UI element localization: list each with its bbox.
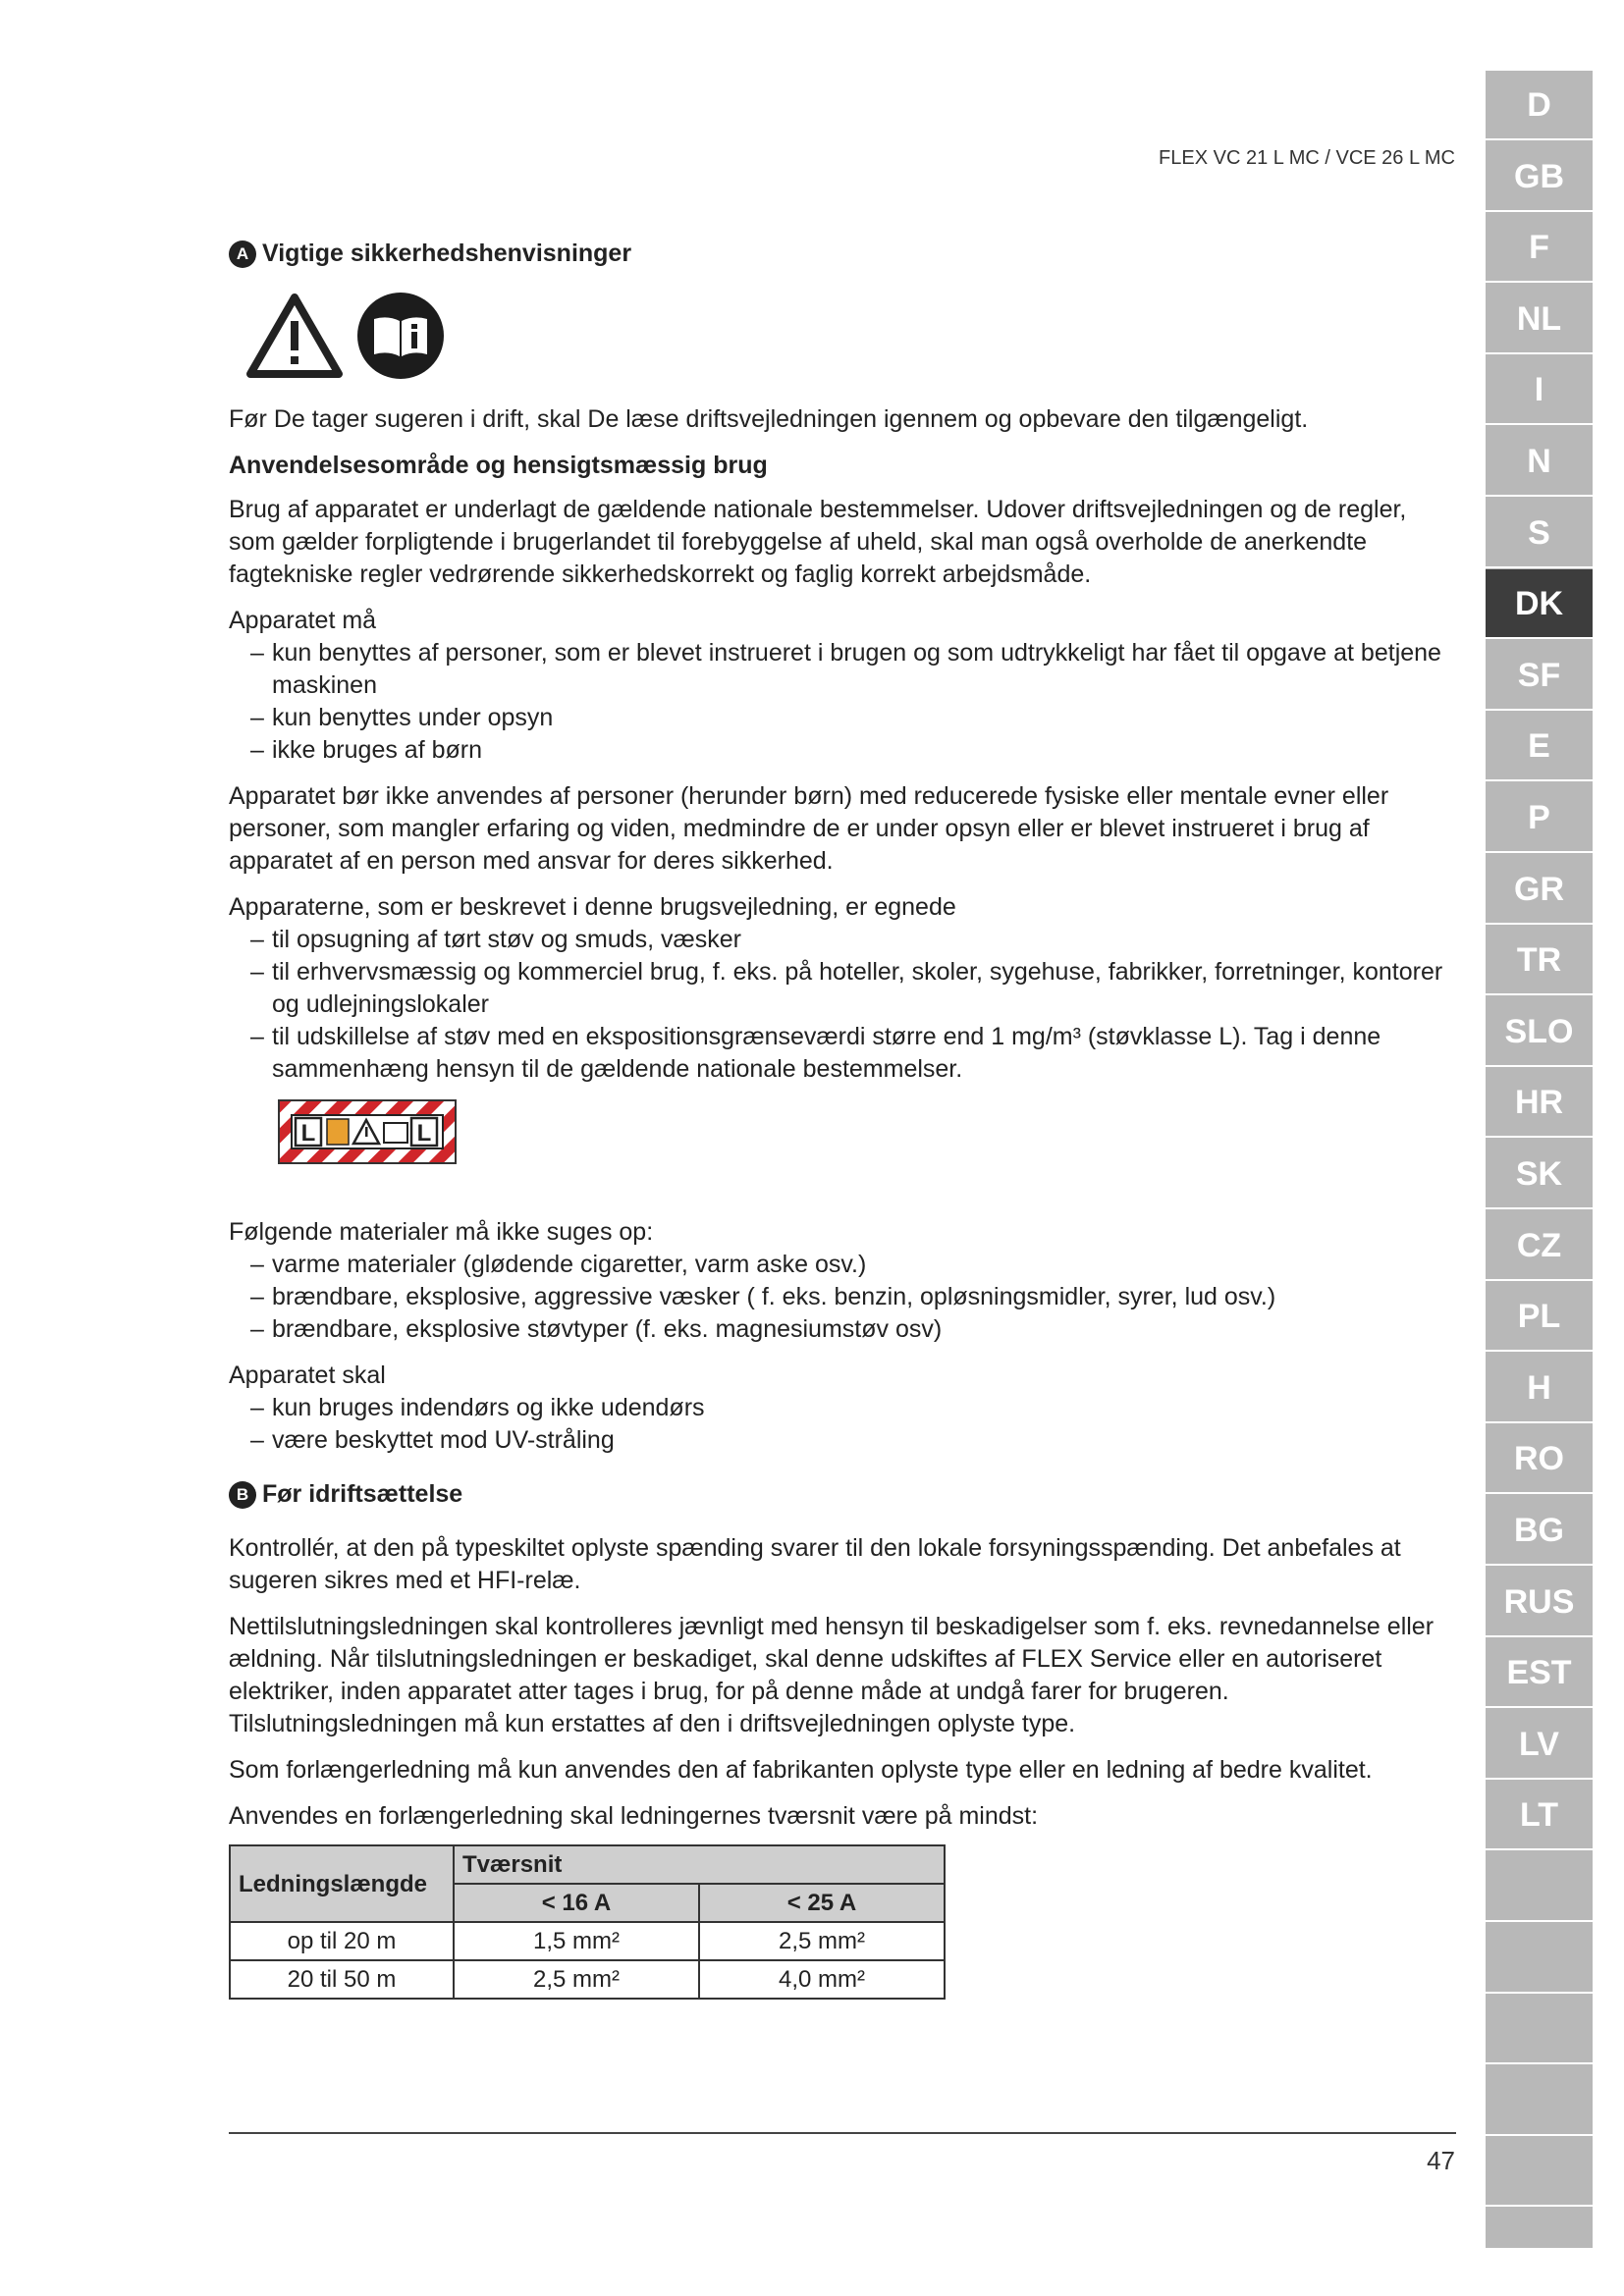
language-tab-e[interactable]: E <box>1486 712 1593 781</box>
language-tab-pl[interactable]: PL <box>1486 1282 1593 1352</box>
list-item: – til opsugning af tørt støv og smuds, væsker <box>250 924 1454 956</box>
section-b-badge: B <box>229 1481 256 1509</box>
materials-list <box>229 1249 1454 1346</box>
materials-intro: Følgende materialer må ikke suges op: <box>229 1218 654 1246</box>
table-cell: 2,5 mm² <box>699 1922 945 1960</box>
language-tab-empty <box>1486 1924 1593 1994</box>
main-content <box>229 238 1454 2000</box>
language-tab-empty <box>1486 2137 1593 2207</box>
language-tab-tr[interactable]: TR <box>1486 926 1593 995</box>
dust-class-l-sign <box>278 1099 1454 1173</box>
language-tab-rus[interactable]: RUS <box>1486 1568 1593 1637</box>
language-tab-gr[interactable]: GR <box>1486 855 1593 925</box>
language-tab-sf[interactable]: SF <box>1486 641 1593 711</box>
language-tab-d[interactable]: D <box>1486 71 1593 140</box>
dust-class-l-graphic <box>278 1099 457 1164</box>
language-tab-h[interactable]: H <box>1486 1354 1593 1423</box>
language-tab-slo[interactable]: SLO <box>1486 997 1593 1067</box>
section-b-title: Før idriftsættelse <box>262 1480 463 1508</box>
skal-intro: Apparatet skal <box>229 1362 386 1389</box>
sign-label-left: L <box>300 1120 316 1147</box>
language-tab-p[interactable]: P <box>1486 783 1593 853</box>
list-item: – kun benyttes under opsyn <box>250 702 1454 734</box>
read-manual-icon <box>356 292 445 380</box>
list-item: – kun benyttes af personer, som er blevet instrueret i brugen og som udtrykkeligt har fået til opgave at betjene maskinen <box>250 637 1454 702</box>
list-item: – være beskyttet mod UV-stråling <box>250 1424 1454 1457</box>
list-item: – til erhvervsmæssig og kommerciel brug, f. eks. på hoteller, skoler, sygehuse, fabrikker, forretninger, kontorer og udlejningslokaler <box>250 956 1454 1021</box>
language-tab-cz[interactable]: CZ <box>1486 1211 1593 1281</box>
table-cell: 1,5 mm² <box>454 1922 699 1960</box>
table-cell: 4,0 mm² <box>699 1960 945 1999</box>
language-tab-dk[interactable]: DK <box>1486 569 1593 639</box>
cable-check-paragraph: Nettilslutningsledningen skal kontrolleres jævnligt med hensyn til beskadigelser som f. eks. revnedannelse eller ældning. Når tilslutningsledningen er beskadiget, skal denne udskiftes af FLEX Service eller en autoriseret elektriker, inden apparatet atter tages i brug, for på denne måde at undgå farer for brugeren. Tilslutningsledningen må kun erstattes af den i driftsvejledningen oplyste type. <box>229 1613 1435 1737</box>
section-b-heading <box>229 1478 1454 1511</box>
language-tab-i[interactable]: I <box>1486 355 1593 425</box>
page-number: 47 <box>1427 2146 1455 2175</box>
table-subheader-25a: < 25 A <box>699 1884 945 1922</box>
section-a-heading <box>229 238 1454 270</box>
language-tab-lt[interactable]: LT <box>1486 1781 1593 1850</box>
table-subheader-16a: < 16 A <box>454 1884 699 1922</box>
language-tab-nl[interactable]: NL <box>1486 285 1593 354</box>
section-a-title: Vigtige sikkerhedshenvisninger <box>262 240 632 267</box>
footer-divider <box>229 2132 1456 2134</box>
language-tab-empty <box>1486 1995 1593 2064</box>
apparatet-maa-label: Apparatet må <box>229 607 377 634</box>
sign-label-right: L <box>416 1120 432 1147</box>
usage-paragraph: Brug af apparatet er underlagt de gældende nationale bestemmelser. Udover driftsvejledningen og de regler, som gælder forpligtende i brugerlandet til forebyggelse af uheld, skal man også overholde de anerkendte fagtekniske regler vedrørende sikkerhedskorrekt og faglig korrekt arbejdsmåde. <box>229 496 1407 588</box>
language-tab-empty <box>1486 1852 1593 1922</box>
intro-text: Før De tager sugeren i drift, skal De læse driftsvejledningen igennem og opbevare den tilgængeligt. <box>229 405 1309 433</box>
maa-list <box>229 637 1454 767</box>
section-a-badge: A <box>229 240 256 268</box>
table-header-cross-section: Tværsnit <box>454 1845 945 1884</box>
language-tab-s[interactable]: S <box>1486 499 1593 568</box>
language-tab-ro[interactable]: RO <box>1486 1424 1593 1494</box>
safety-icons <box>244 292 1454 380</box>
language-tab-sk[interactable]: SK <box>1486 1140 1593 1209</box>
voltage-paragraph: Kontrollér, at den på typeskiltet oplyste spænding svarer til den lokale forsyningsspænding. Det anbefales at sugeren sikres med et HFI-relæ. <box>229 1534 1401 1594</box>
supervision-paragraph: Apparatet bør ikke anvendes af personer (herunder børn) med reducerede fysiske eller mentale evner eller personer, som mangler erfaring og viden, medmindre de er under opsyn eller er blevet instrueret i brug af apparatet af en person med ansvar for deres sikkerhed. <box>229 782 1389 875</box>
list-item: – brændbare, eksplosive støvtyper (f. eks. magnesiumstøv osv) <box>250 1313 1454 1346</box>
language-tab-sidebar <box>1486 71 1593 2248</box>
table-cell: 20 til 50 m <box>230 1960 454 1999</box>
warning-triangle-icon <box>244 292 345 380</box>
language-tab-gb[interactable]: GB <box>1486 142 1593 212</box>
table-cell: op til 20 m <box>230 1922 454 1960</box>
language-tab-est[interactable]: EST <box>1486 1638 1593 1708</box>
table-row <box>230 1922 945 1960</box>
list-item: – kun bruges indendørs og ikke udendørs <box>250 1392 1454 1424</box>
list-item: – varme materialer (glødende cigaretter, varm aske osv.) <box>250 1249 1454 1281</box>
skal-list <box>229 1392 1454 1457</box>
language-tab-empty <box>1486 2209 1593 2278</box>
usage-subheading: Anvendelsesområde og hensigtsmæssig brug <box>229 452 768 479</box>
list-item: – ikke bruges af børn <box>250 734 1454 767</box>
egnede-intro: Apparaterne, som er beskrevet i denne brugsvejledning, er egnede <box>229 893 956 921</box>
language-tab-n[interactable]: N <box>1486 427 1593 497</box>
extension-cable-paragraph: Som forlængerledning må kun anvendes den af fabrikanten oplyste type eller en ledning af bedre kvalitet. <box>229 1756 1373 1784</box>
table-row <box>230 1960 945 1999</box>
language-tab-hr[interactable]: HR <box>1486 1068 1593 1138</box>
header-model-name: FLEX VC 21 L MC / VCE 26 L MC <box>1159 147 1455 169</box>
table-header-length: Ledningslængde <box>230 1845 454 1922</box>
language-tab-bg[interactable]: BG <box>1486 1496 1593 1566</box>
table-cell: 2,5 mm² <box>454 1960 699 1999</box>
egnede-list <box>229 924 1454 1086</box>
language-tab-f[interactable]: F <box>1486 213 1593 283</box>
list-item: – til udskillelse af støv med en ekspositionsgrænseværdi større end 1 mg/m³ (støvklasse L). Tag i denne sammenhæng hensyn til de gældende nationale bestemmelser. <box>250 1021 1454 1086</box>
list-item: – brændbare, eksplosive, aggressive væsker ( f. eks. benzin, opløsningsmidler, syrer, lud osv.) <box>250 1281 1454 1313</box>
cable-cross-section-table <box>229 1844 946 2000</box>
language-tab-empty <box>1486 2066 1593 2136</box>
language-tab-lv[interactable]: LV <box>1486 1710 1593 1780</box>
cross-section-intro: Anvendes en forlængerledning skal ledningernes tværsnit være på mindst: <box>229 1802 1039 1830</box>
